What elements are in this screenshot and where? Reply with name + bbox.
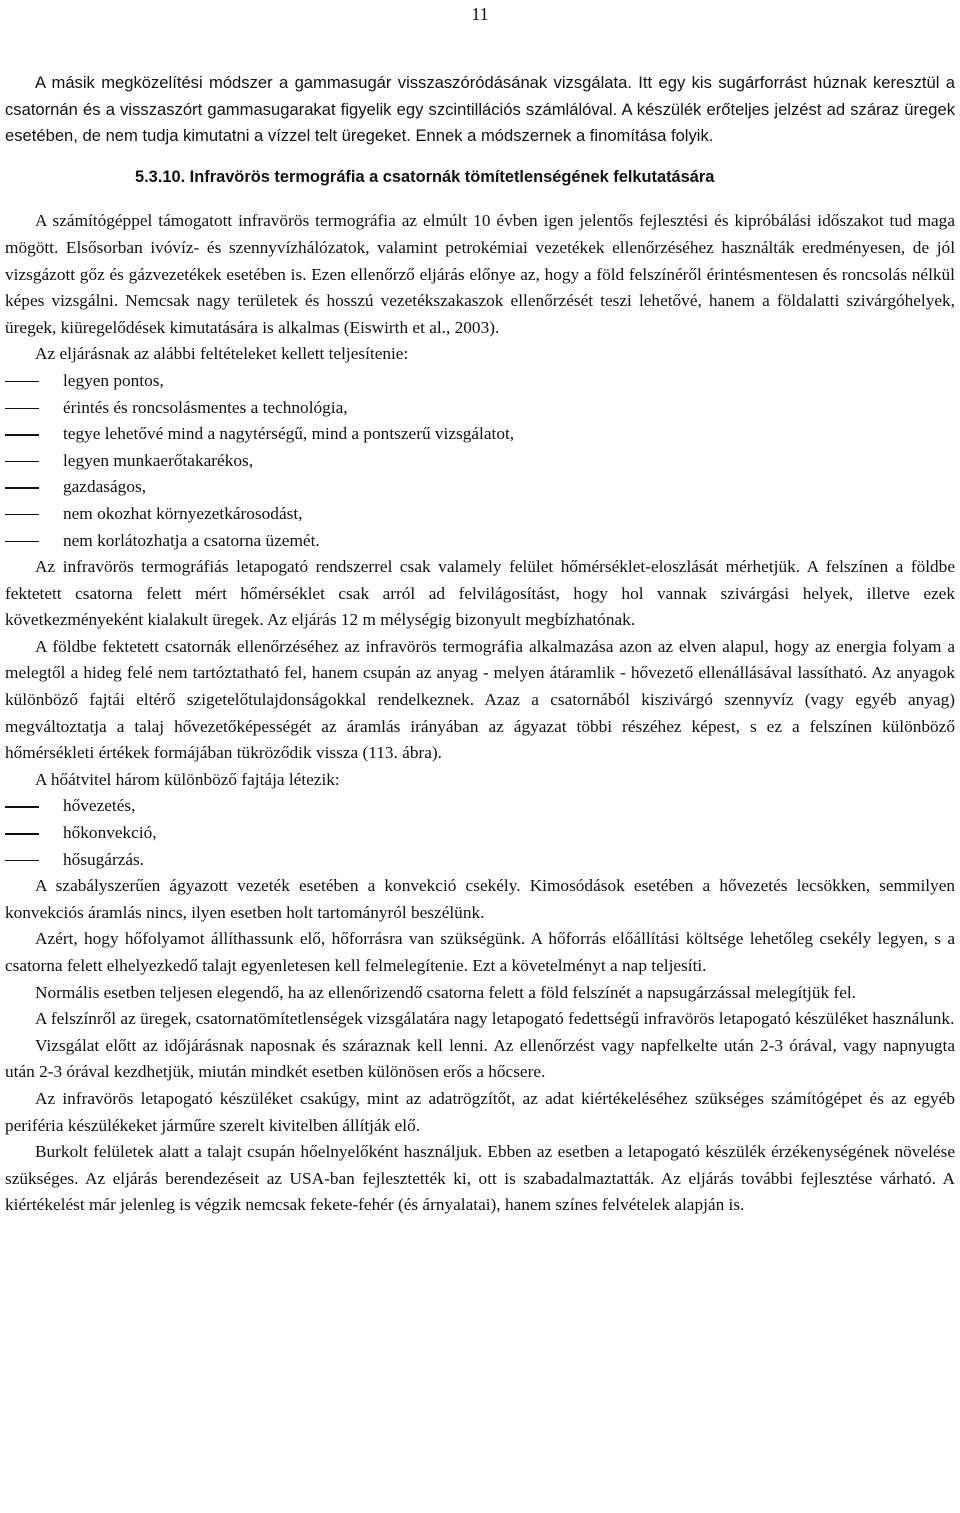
conditions-list: [5, 368, 955, 554]
dash-icon: [5, 434, 39, 436]
list-item: hővezetés,: [5, 793, 955, 820]
heat-intro: A hőátvitel három különböző fajtája létezik:: [35, 769, 340, 789]
paragraph-6: Normális esetben teljesen elegendő, ha az ellenőrizendő csatorna felett a föld felszínét a napsugárzással melegítjük fel.: [35, 982, 856, 1002]
list-item: nem okozhat környezetkárosodást,: [5, 501, 955, 528]
paragraph-7: A felszínről az üregek, csatornatömítetlenségek vizsgálatára nagy letapogató fedettségű infravörös letapogató készüléket használunk.: [35, 1009, 955, 1029]
paragraph-8: Vizsgálat előtt az időjárásnak naposnak és száraznak kell lenni. Az ellenőrzést vagy napfelkelte után 2-3 órával, vagy napnyugta után 2-3 órával kezdhetjük, miután mindkét esetben különösen erős a hőcsere.: [5, 1035, 955, 1082]
dash-icon: [5, 487, 39, 489]
list-item: hősugárzás.: [5, 847, 955, 874]
paragraph-9: Az infravörös letapogató készüléket csakúgy, mint az adatrögzítőt, az adat kiértékeléséhez szükséges számítógépet és az egyéb periféria készülékeket járműre szerelt kivitelben állítják elő.: [5, 1088, 955, 1135]
paragraph-10: Burkolt felületek alatt a talajt csupán hőelnyelőként használjuk. Ebben az esetben a letapogató készülék érzékenységének növelése szükséges. Az eljárás berendezéseit az USA-ban fejlesztették ki, ott is szabadalmaztatták. Az eljárás további fejlesztése várható. A kiértékelést már jelenleg is végzik nemcsak fekete-fehér (és árnyalatai), hanem színes felvételek alapján is.: [5, 1142, 955, 1215]
paragraph-3: A földbe fektetett csatornák ellenőrzéséhez az infravörös termográfia alkalmazása azon az elven alapul, hogy az energia folyam a melegtől a hideg felé nem tartóztatható fel, hanem csupán az anyag - melyen átáramlik - hővezető ellenállásával lassítható. Az anyagok különböző fajtái eltérő szigetelőtulajdonságokkal rendelkeznek. Azaz a csatornából kiszivárgó szennyvíz (vagy egyéb anyag) megváltoztatja a talaj hővezetőképességét az áramlás irányában az ágyazat többi részéhez képest, s ez a felszínen különböző hőmérsékleti értékek formájában tükröződik vissza (113. ábra).: [5, 636, 955, 763]
page-number: 11: [471, 4, 489, 24]
dash-icon: [5, 408, 39, 410]
intro-paragraph: A másik megközelítési módszer a gammasugár visszaszóródásának vizsgálata. Itt egy kis sugárforrást húznak keresztül a csatornán és a visszaszórt gammasugarakat figyelik egy szcintillációs számlálóval. A készülék erőteljes jelzést ad száraz üregek esetében, de nem tudja kimutatni a vízzel telt üregeket. Ennek a módszernek a finomítása folyik.: [5, 73, 955, 146]
list-item: gazdaságos,: [5, 474, 955, 501]
paragraph-4: A szabályszerűen ágyazott vezeték esetében a konvekció csekély. Kimosódások esetében a hővezetés lecsökken, semmilyen konvekciós áramlás nincs, ilyen esetben holt tartományról beszélünk.: [5, 876, 955, 922]
paragraph-5: Azért, hogy hőfolyamot állíthassunk elő, hőforrásra van szükségünk. A hőforrás előállítási költsége lehetőleg csekély legyen, s a csatorna felett elhelyezkedő talajt egyenletesen kell felmelegítenie. Ezt a követelményt a nap teljesíti.: [5, 929, 955, 975]
dash-icon: [5, 806, 39, 808]
section-heading: 5.3.10. Infravörös termográfia a csatornák tömítetlenségének felkutatására: [135, 167, 715, 186]
dash-icon: [5, 381, 39, 383]
dash-icon: [5, 461, 39, 463]
list-item: tegye lehetővé mind a nagytérségű, mind a pontszerű vizsgálatot,: [5, 421, 955, 448]
heat-types-list: [5, 793, 955, 873]
list-item: hőkonvekció,: [5, 820, 955, 847]
list-item: érintés és roncsolásmentes a technológia,: [5, 395, 955, 422]
list-item: legyen pontos,: [5, 368, 955, 395]
paragraph-2: Az infravörös termográfiás letapogató rendszerrel csak valamely felület hőmérséklet-eloszlását mérhetjük. A felszínen a földbe fektetett csatorna felett mért hőmérséklet csak arról ad felvilágosítást, hogy hol vannak szivárgási helyek, illetve ezek következményeként kialakult üregek. Az eljárás 12 m mélységig bizonyult megbízhatónak.: [5, 557, 955, 630]
dash-icon: [5, 860, 39, 862]
list-item: legyen munkaerőtakarékos,: [5, 448, 955, 475]
dash-icon: [5, 833, 39, 835]
document-body: [5, 70, 955, 1219]
list-item: nem korlátozhatja a csatorna üzemét.: [5, 528, 955, 555]
dash-icon: [5, 541, 39, 543]
conditions-intro: Az eljárásnak az alábbi feltételeket kellett teljesítenie:: [35, 344, 409, 364]
paragraph-1: A számítógéppel támogatott infravörös termográfia az elmúlt 10 évben igen jelentős fejlesztési és kipróbálási időszakot tud maga mögött. Elsősorban ivóvíz- és szennyvízhálózatok, valamint petrokémiai vezetékek ellenőrzéséhez használták eredményesen, de jól vizsgázott gőz és gázvezetékek esetében is. Ezen ellenőrző eljárás előnye az, hogy a föld felszínéről érintésmentesen és roncsolás nélkül képes vizsgálni. Nemcsak nagy területek és hosszú vezetékszakaszok ellenőrzését teszi lehetővé, hanem a földalatti szivárgóhelyek, üregek, kiüregelődések kimutatására is alkalmas (Eiswirth et al., 2003).: [5, 211, 955, 337]
dash-icon: [5, 514, 39, 516]
